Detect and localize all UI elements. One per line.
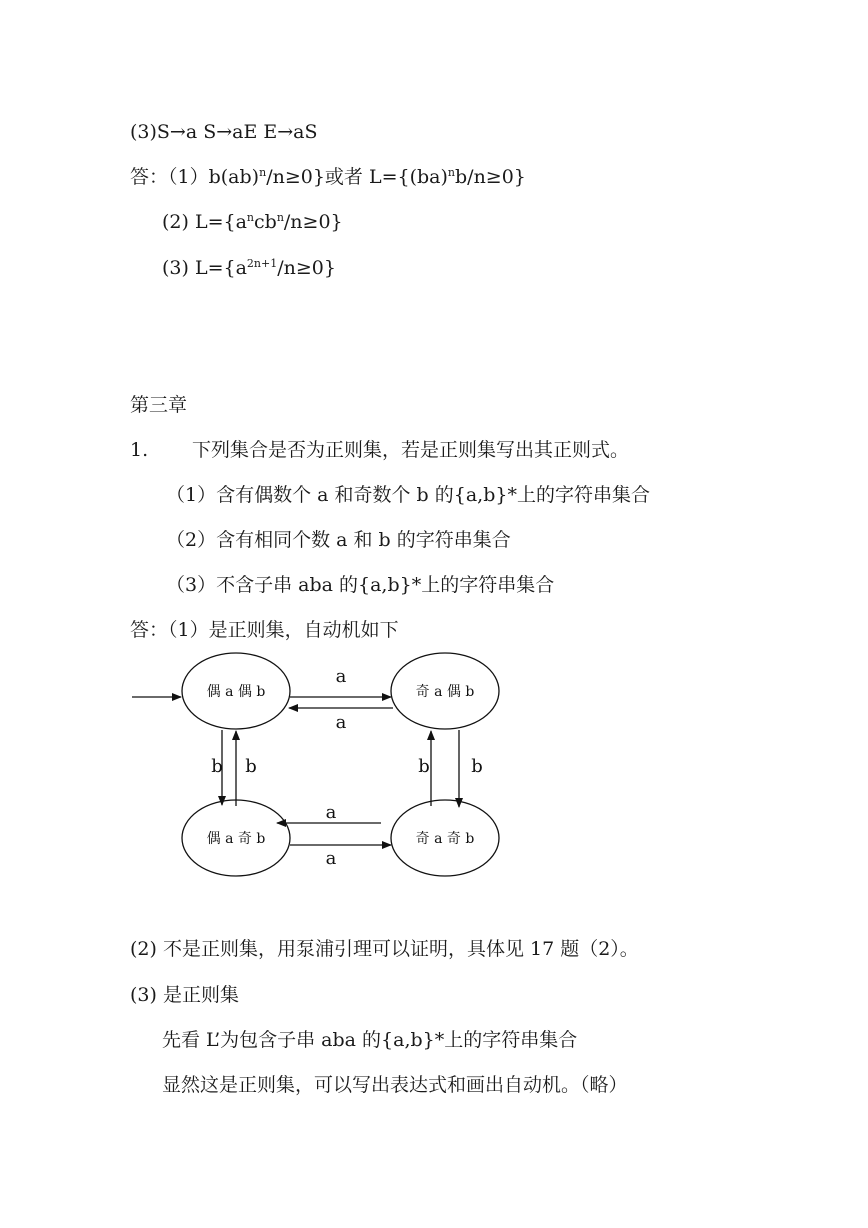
state-label-oo: 奇 a 奇 b xyxy=(415,831,475,847)
grammar-rule: (3)S→a S→aE E→aS xyxy=(130,121,318,143)
question-item-1: （1）含有偶数个 a 和奇数个 b 的{a,b}*上的字符串集合 xyxy=(166,484,650,506)
state-label-oe: 奇 a 偶 b xyxy=(415,684,475,700)
question-item-3: （3）不含子串 aba 的{a,b}*上的字符串集合 xyxy=(166,574,555,596)
question-1 xyxy=(130,438,629,462)
label-b-left-1: b xyxy=(211,756,223,777)
answer-prefix: 答： xyxy=(130,166,169,188)
answer-3-line-2: 显然这是正则集，可以写出表达式和画出自动机。（略） xyxy=(162,1074,628,1096)
state-label-ee: 偶 a 偶 b xyxy=(206,684,266,700)
chapter-title: 第三章 xyxy=(130,394,188,416)
question-number: 1. xyxy=(130,439,149,461)
question-text: 下列集合是否为正则集，若是正则集写出其正则式。 xyxy=(192,439,630,461)
state-label-eo: 偶 a 奇 b xyxy=(206,831,266,847)
label-b-left-2: b xyxy=(245,756,257,777)
state-even-a-even-b xyxy=(182,653,290,729)
state-odd-a-even-b xyxy=(391,653,499,729)
label-b-right-1: b xyxy=(418,756,430,777)
question-item-2: （2）含有相同个数 a 和 b 的字符串集合 xyxy=(166,529,511,551)
label-a-top-1: a xyxy=(335,666,347,687)
label-a-top-2: a xyxy=(335,712,347,733)
answer-1-intro: 答：（1）是正则集，自动机如下 xyxy=(130,619,399,641)
answer-line-3: (3) $L=\{a^{2n+1}/n\ge 0\}$ xyxy=(162,257,336,279)
answer-3: (3) 是正则集 xyxy=(130,984,239,1006)
answer-2: (2) 不是正则集，用泵浦引理可以证明，具体见 17 题（2）。 xyxy=(130,938,639,960)
state-odd-a-odd-b xyxy=(391,800,499,876)
label-a-bottom-2: a xyxy=(325,848,337,869)
label-a-bottom-1: a xyxy=(325,802,337,823)
label-b-right-2: b xyxy=(471,756,483,777)
answer-line-1: 答：（1）b(ab)$^n$/n≥0}或者 L={(ba)$^n$b/n≥0} xyxy=(130,166,526,188)
state-even-a-odd-b xyxy=(182,800,290,876)
answer-line-2: (2) $L=\{a^ncb^n/n\ge 0\}$ xyxy=(162,211,343,233)
answer-3-line-1: 先看 L’为包含子串 aba 的{a,b}*上的字符串集合 xyxy=(162,1029,578,1051)
